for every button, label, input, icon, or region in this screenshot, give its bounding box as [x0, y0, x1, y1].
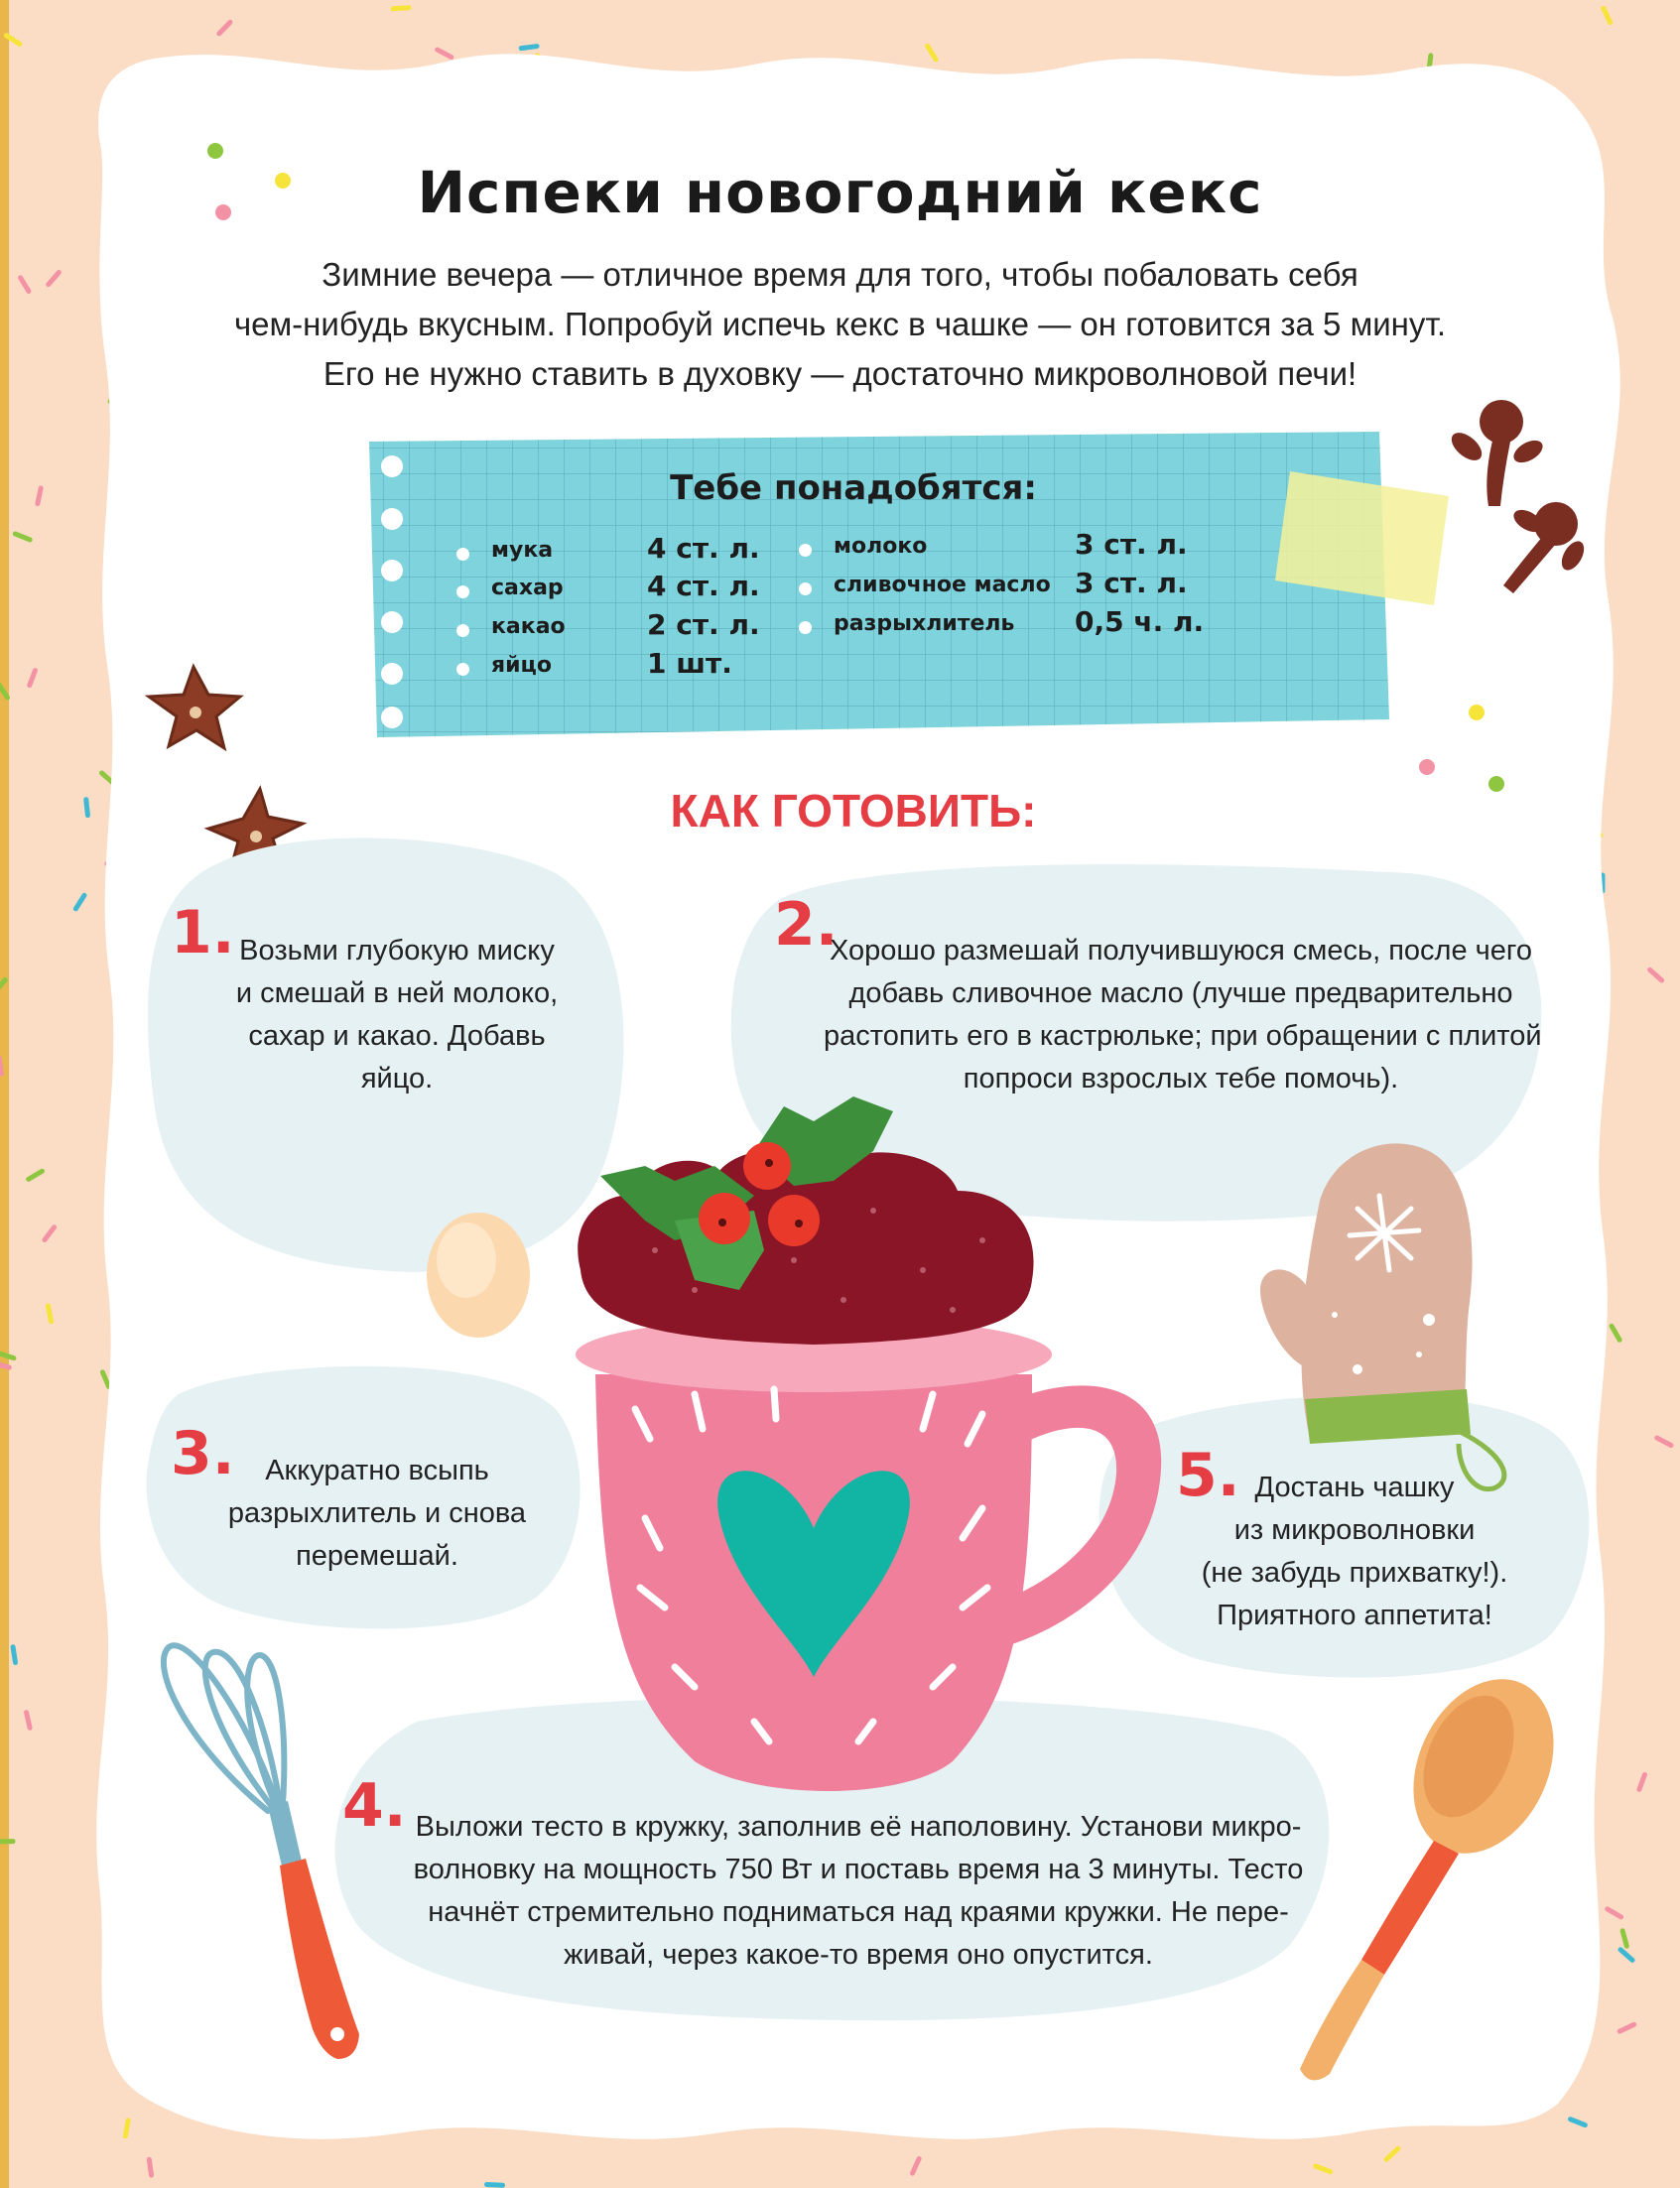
step-line: разрыхлитель и снова	[227, 1497, 527, 1529]
page-title: Испеки новогодний кекс	[417, 159, 1263, 226]
ingredient-qty: 3 ст. л.	[1075, 528, 1188, 561]
ingredient-name: сахар	[491, 576, 564, 600]
step-line: Аккуратно всыпь	[265, 1455, 489, 1486]
step-line: из микроволновки	[1233, 1514, 1476, 1546]
step-number: 5.	[1176, 1441, 1240, 1510]
ingredients-title: Тебе понадобятся:	[670, 468, 1037, 508]
step-line: (не забудь прихватку!).	[1201, 1557, 1508, 1589]
step-number: 3.	[171, 1419, 235, 1488]
ingredient-name: какао	[491, 614, 566, 639]
ingredient-qty: 4 ст. л.	[647, 532, 760, 565]
step-line: яйцо.	[360, 1063, 434, 1094]
ingredient-qty: 2 ст. л.	[647, 608, 760, 641]
step-number: 4.	[342, 1771, 407, 1841]
how-to-title: КАК ГОТОВИТЬ:	[670, 785, 1037, 837]
ingredient-name: разрыхлитель	[834, 611, 1015, 636]
step-line: Достань чашку	[1254, 1472, 1455, 1503]
step-1-text	[218, 930, 576, 1100]
step-number: 1.	[171, 898, 235, 967]
step-line: живай, через какое-то время оно опустится.	[564, 1939, 1153, 1971]
step-line: начнёт стремительно подниматься над краями кружки. Не пере-	[428, 1896, 1289, 1928]
ingredient-qty: 4 ст. л.	[647, 570, 760, 602]
intro-line: Зимние вечера — отличное время для того, чтобы побаловать себя	[322, 256, 1358, 293]
ingredient-qty: 1 шт.	[647, 647, 732, 680]
step-number: 2.	[774, 890, 839, 960]
step-line: Хорошо размешай получившуюся смесь, после чего	[830, 935, 1532, 966]
step-line: перемешай.	[296, 1540, 458, 1572]
step-3-text	[208, 1450, 546, 1578]
ingredient-name: мука	[491, 538, 554, 563]
step-line: и смешай в ней молоко,	[235, 977, 559, 1009]
step-5-text	[1186, 1467, 1523, 1637]
ingredient-qty: 3 ст. л.	[1075, 567, 1188, 599]
step-line: Приятного аппетита!	[1217, 1600, 1492, 1631]
step-line: Выложи тесто в кружку, заполнив её наполовину. Установи микро-	[415, 1811, 1302, 1843]
step-line: растопить его в кастрюльке; при обращении с плитой	[824, 1020, 1542, 1052]
intro-line: чем-нибудь вкусным. Попробуй испечь кекс в чашке — он готовится за 5 минут.	[233, 306, 1447, 342]
step-line: попроси взрослых тебе помочь).	[963, 1063, 1399, 1094]
ingredient-name: яйцо	[491, 653, 552, 678]
ingredient-qty: 0,5 ч. л.	[1075, 605, 1205, 638]
step-2-text	[824, 930, 1542, 1100]
step-line: Возьми глубокую миску	[239, 935, 555, 966]
step-line: волновку на мощность 750 Вт и поставь время на 3 минуты. Тесто	[413, 1854, 1304, 1885]
step-line: сахар и какао. Добавь	[248, 1020, 546, 1052]
step-4-text	[397, 1806, 1320, 1977]
ingredient-name: сливочное масло	[834, 573, 1051, 597]
intro-line: Его не нужно ставить в духовку — достаточно микроволновой печи!	[323, 355, 1357, 392]
ingredient-name: молоко	[834, 534, 928, 559]
step-line: добавь сливочное масло (лучше предварительно	[848, 977, 1513, 1009]
